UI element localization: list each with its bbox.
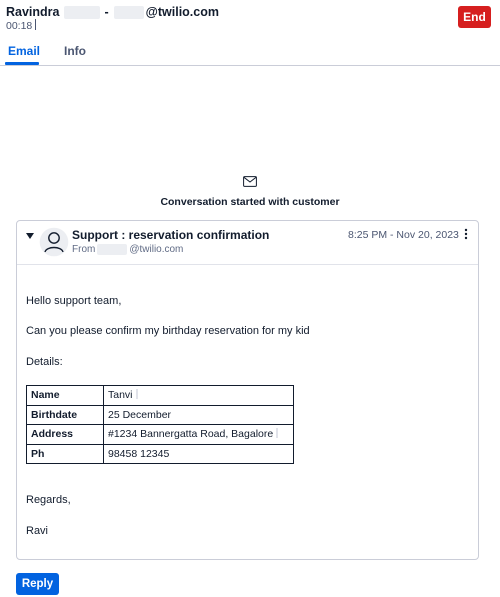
more-vertical-icon[interactable]: [464, 228, 468, 240]
text-cursor: [35, 19, 36, 30]
redacted-text: [276, 428, 278, 438]
user-icon: [39, 227, 69, 257]
conversation-started-banner: [0, 174, 500, 208]
table-key: Birthdate: [27, 405, 104, 425]
table-value: 25 December: [104, 405, 294, 425]
mail-icon: [243, 176, 257, 187]
email-signature: Ravi: [26, 525, 49, 537]
reply-button[interactable]: Reply: [16, 573, 59, 595]
contact-name: Ravindra: [6, 5, 60, 19]
from-domain: @twilio.com: [129, 244, 184, 255]
conversation-started-text: Conversation started with customer: [160, 196, 340, 208]
table-row: [27, 425, 294, 445]
table-value: 98458 12345: [104, 444, 294, 464]
title-separator: -: [104, 5, 109, 19]
table-value: [104, 386, 294, 406]
table-key: Name: [27, 386, 104, 406]
table-value: [104, 425, 294, 445]
redacted-text: [136, 389, 138, 399]
email-from: [72, 244, 183, 255]
table-row: [27, 405, 294, 425]
contact-email-domain: @twilio.com: [145, 5, 219, 19]
email-subject: Support : reservation confirmation: [72, 228, 270, 242]
end-button[interactable]: End: [458, 6, 491, 28]
table-value-text: Tanvi: [108, 389, 133, 402]
task-header: [0, 0, 500, 40]
redacted-text: [97, 244, 127, 255]
email-message-card: [16, 220, 479, 560]
table-key: Ph: [27, 444, 104, 464]
redacted-text: [114, 6, 144, 19]
table-key: Address: [27, 425, 104, 445]
email-regards: Regards,: [26, 494, 71, 506]
tab-bar: [0, 40, 500, 66]
chevron-down-icon[interactable]: [26, 233, 34, 239]
timer-value: 00:18: [6, 20, 33, 32]
active-tab-indicator: [5, 62, 39, 65]
email-timestamp: 8:25 PM - Nov 20, 2023: [348, 229, 459, 241]
contact-title: [6, 5, 219, 19]
table-row: [27, 444, 294, 464]
table-value-text: #1234 Bannergatta Road, Bagalore: [108, 428, 274, 441]
email-details-label: Details:: [26, 356, 63, 368]
email-message: Can you please confirm my birthday reservation for my kid: [26, 325, 310, 337]
table-row: [27, 386, 294, 406]
email-greeting: Hello support team,: [26, 295, 122, 307]
from-label: From: [72, 244, 96, 255]
tab-info[interactable]: Info: [64, 44, 86, 58]
call-timer: [6, 19, 36, 32]
email-header[interactable]: [17, 221, 478, 265]
redacted-text: [64, 6, 100, 19]
details-table: [26, 385, 294, 464]
tab-email[interactable]: Email: [8, 44, 41, 58]
